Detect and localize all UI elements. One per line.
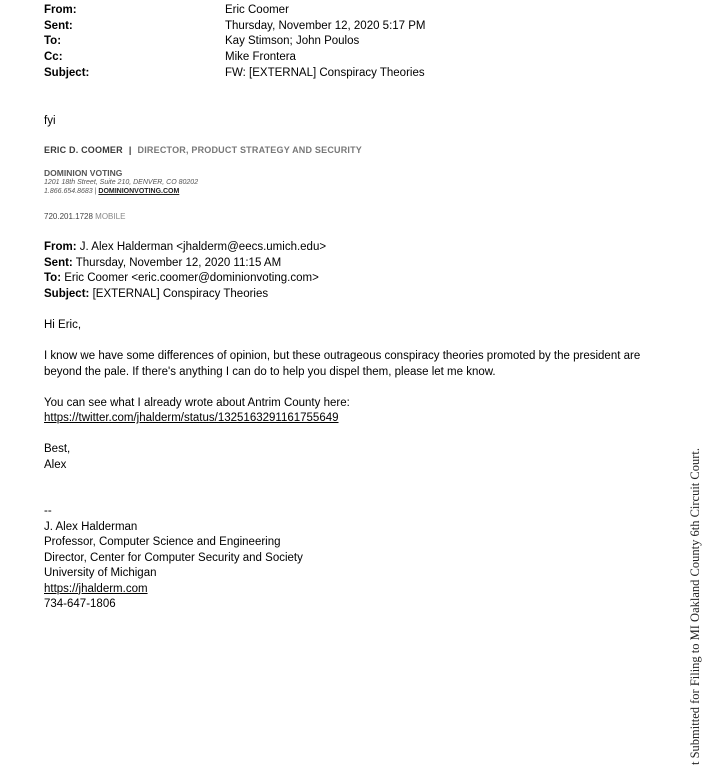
court-filing-stamp: t Submitted for Filing to MI Oakland County 6th Circuit Court. — [688, 447, 702, 765]
signature-mobile — [44, 209, 125, 225]
halderman-signature — [44, 504, 303, 613]
halderman-website-link[interactable]: https://jhalderm.com — [44, 582, 148, 595]
signature-phone-separator: | — [94, 188, 97, 195]
signature-name-line — [44, 143, 362, 159]
signature-website-link[interactable]: DOMINIONVOTING.COM — [98, 188, 180, 195]
twitter-link[interactable]: https://twitter.com/jhalderm/status/1325163291161755649 — [44, 412, 339, 424]
fwd-sent-label: Sent: — [44, 256, 73, 269]
fwd-from-line — [44, 240, 326, 256]
subject-label: Subject: — [44, 66, 90, 79]
mobile-number: 720.201.1728 — [44, 212, 93, 221]
signature-name: ERIC D. COOMER — [44, 145, 123, 155]
from-label: From: — [44, 4, 77, 16]
sender-name: Alex — [44, 458, 67, 471]
body-paragraph-1: I know we have some differences of opinion, but these outrageous conspiracy theories promoted by the president are beyond the pale. If there's anything I can do to help you dispel them, please let me know. — [44, 350, 641, 378]
subject-value: FW: [EXTERNAL] Conspiracy Theories — [225, 66, 425, 79]
sig-line-3: University of Michigan — [44, 567, 157, 579]
fwd-subject-label: Subject: — [44, 287, 90, 300]
signature-address: 1201 18th Street, Suite 210, DENVER, CO 80202 — [44, 179, 199, 186]
sig-dashes: -- — [44, 505, 52, 517]
from-value: Eric Coomer — [225, 4, 289, 16]
fwd-sent-value: Thursday, November 12, 2020 11:15 AM — [75, 256, 282, 269]
fwd-subject-value: [EXTERNAL] Conspiracy Theories — [92, 287, 269, 300]
signature-org-block — [44, 168, 198, 196]
fwd-subject-line — [44, 287, 326, 303]
sig-phone: 734-647-1806 — [44, 598, 116, 610]
closing: Best, — [44, 443, 71, 455]
header-row-sent — [44, 19, 426, 35]
header-row-cc — [44, 50, 426, 66]
email-header — [44, 3, 426, 81]
forwarded-header — [44, 240, 326, 302]
sig-line-2: Director, Center for Computer Security and Society — [44, 551, 303, 564]
cc-label: Cc: — [44, 51, 63, 64]
body-paragraph-2 — [44, 396, 674, 427]
fwd-to-value: Eric Coomer <eric.coomer@dominionvoting.com> — [64, 272, 319, 284]
to-value: Kay Stimson; John Poulos — [225, 35, 360, 48]
antrim-text: You can see what I already wrote about Antrim County here: — [44, 396, 350, 409]
greeting: Hi Eric, — [44, 319, 82, 331]
fwd-to-label: To: — [44, 272, 62, 284]
sent-value: Thursday, November 12, 2020 5:17 PM — [225, 19, 426, 32]
email-body — [44, 318, 674, 489]
signature-title: DIRECTOR, PRODUCT STRATEGY AND SECURITY — [137, 145, 363, 155]
signature-contact-line — [44, 187, 198, 196]
cc-value: Mike Frontera — [225, 51, 296, 64]
closing-block — [44, 442, 674, 473]
to-label: To: — [44, 35, 62, 48]
header-row-subject — [44, 66, 426, 82]
header-row-to — [44, 34, 426, 50]
fwd-from-value: J. Alex Halderman <jhalderm@eecs.umich.edu> — [79, 241, 327, 253]
header-row-from — [44, 3, 426, 19]
fwd-from-label: From: — [44, 241, 77, 253]
signature-org: DOMINION VOTING — [44, 168, 123, 178]
fwd-sent-line — [44, 256, 326, 272]
mobile-label: MOBILE — [95, 212, 126, 221]
signature-phone: 1.866.654.8683 — [44, 188, 93, 195]
sig-name: J. Alex Halderman — [44, 520, 138, 533]
signature-separator: | — [128, 145, 132, 155]
fwd-to-line — [44, 271, 326, 287]
sig-line-1: Professor, Computer Science and Engineering — [44, 536, 281, 548]
sent-label: Sent: — [44, 19, 73, 32]
fyi-note: fyi — [44, 115, 56, 127]
